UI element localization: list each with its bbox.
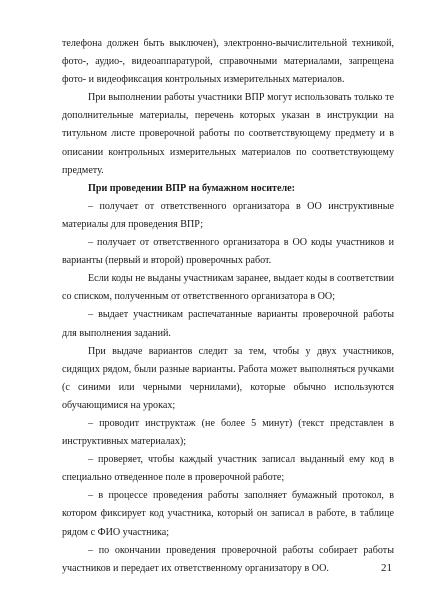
para-additional-materials: При выполнении работы участники ВПР могут использовать только те дополнительные материалы, перечень которых указан в инструкции на титульном листе проверочной работы по соответствующему предмету и в описании контрольных измерительных материалов по соответствующему предмету.	[62, 92, 394, 176]
list-item-check-code: – проверяет, чтобы каждый участник записал выданный ему код в специально отведенное поле в проверочной работе;	[62, 454, 394, 484]
list-item-instructions: – получает от ответственного организатора в ОО инструктивные материалы для проведения ВПР;	[62, 200, 394, 230]
para-codes-note: Если коды не выданы участникам заранее, выдает коды в соответствии со списком, полученным от ответственного организатора в ОО;	[62, 273, 394, 303]
page-body	[62, 35, 394, 578]
list-item-printed-variants: – выдает участникам распечатанные варианты проверочной работы для выполнения заданий.	[62, 309, 394, 339]
para-continuation: телефона должен быть выключен), электронно-вычислительной техникой, фото-, аудио-, видеоаппаратурой, справочными материалами, запрещена фото- и видеофиксация контрольных измерительных материалов.	[62, 38, 394, 86]
para-variants-distribution: При выдаче вариантов следит за тем, чтобы у двух участников, сидящих рядом, были разные варианты. Работа может выполняться ручками (с синими или черными чернилами), которые обычно используются обучающимися на уроках;	[62, 345, 394, 411]
heading-paper-vpr: При проведении ВПР на бумажном носителе:	[88, 182, 295, 194]
list-item-codes: – получает от ответственного организатора в ОО коды участников и варианты (первый и второй) проверочных работ.	[62, 237, 394, 267]
page-number: 21	[381, 562, 392, 574]
list-item-collect: – по окончании проведения проверочной работы собирает работы участников и передает их ответственному организатору в ОО.	[62, 544, 394, 574]
list-item-protocol: – в процессе проведения работы заполняет бумажный протокол, в котором фиксирует код участника, который он записал в работе, в таблице рядом с ФИО участника;	[62, 490, 394, 538]
list-item-briefing: – проводит инструктаж (не более 5 минут) (текст представлен в инструктивных материалах);	[62, 417, 394, 448]
